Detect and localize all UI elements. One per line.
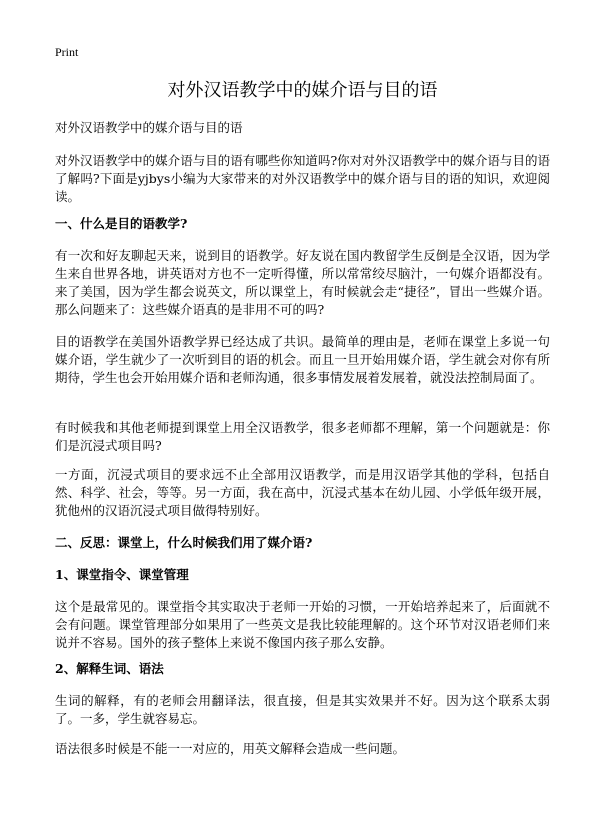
paragraph-3: 有时候我和其他老师提到课堂上用全汉语教学，很多老师都不理解，第一个问题就是：你们是沉浸式项目吗?: [55, 420, 550, 453]
paragraph-4: 一方面，沉浸式项目的要求远不止全部用汉语教学，而是用汉语学其他的学科，包括自然、科学、社会，等等。另一方面，我在高中，沉浸式基本在幼儿园、小学低年级开展，犹他州的汉语沉浸式项目做得特别好。: [55, 467, 550, 518]
paragraph-2: 目的语教学在美国外语教学界已经达成了共识。最简单的理由是，老师在课堂上多说一句媒介语，学生就少了一次听到目的语的机会。而且一旦开始用媒介语，学生就会对你有所期待，学生也会开始用媒介语和老师沟通，很多事情发展着发展着，就没法控制局面了。: [55, 334, 550, 385]
paragraph-6: 生词的解释，有的老师会用翻译法，很直接，但是其实效果并不好。因为这个联系太弱了。一多，学生就容易忘。: [55, 693, 550, 726]
intro-paragraph: 对外汉语教学中的媒介语与目的语有哪些你知道吗?你对对外汉语教学中的媒介语与目的语了解吗?下面是yjbys小编为大家带来的对外汉语教学中的媒介语与目的语的知识，欢迎阅读。: [55, 153, 550, 204]
paragraph-5: 这个是最常见的。课堂指令其实取决于老师一开始的习惯，一开始培养起来了，后面就不会有问题。课堂管理部分如果用了一些英文是我比较能理解的。这个环节对汉语老师们来说并不容易。国外的孩子整体上来说不像国内孩子那么安静。: [55, 599, 550, 650]
section-heading-2: 二、反思：课堂上，什么时候我们用了媒介语?: [55, 535, 313, 550]
article-subtitle: 对外汉语教学中的媒介语与目的语: [55, 120, 243, 135]
paragraph-1: 有一次和好友聊起天来，说到目的语教学。好友说在国内教留学生反倒是全汉语，因为学生来自世界各地，讲英语对方也不一定听得懂，所以常常绞尽脑汁，一句媒介语都没有。来了美国，因为学生都会说英文，所以课堂上，有时候就会走“捷径”，冒出一些媒介语。那么问题来了：这些媒介语真的是非用不可的吗?: [55, 248, 550, 317]
page-title: 对外汉语教学中的媒介语与目的语: [167, 80, 438, 101]
print-link[interactable]: Print: [55, 45, 79, 59]
subsection-heading-1: 1、课堂指令、课堂管理: [55, 567, 189, 582]
subsection-heading-2: 2、解释生词、语法: [55, 661, 164, 676]
paragraph-7: 语法很多时候是不能一一对应的，用英文解释会造成一些问题。: [55, 741, 406, 756]
section-heading-1: 一、什么是目的语教学?: [55, 216, 188, 231]
